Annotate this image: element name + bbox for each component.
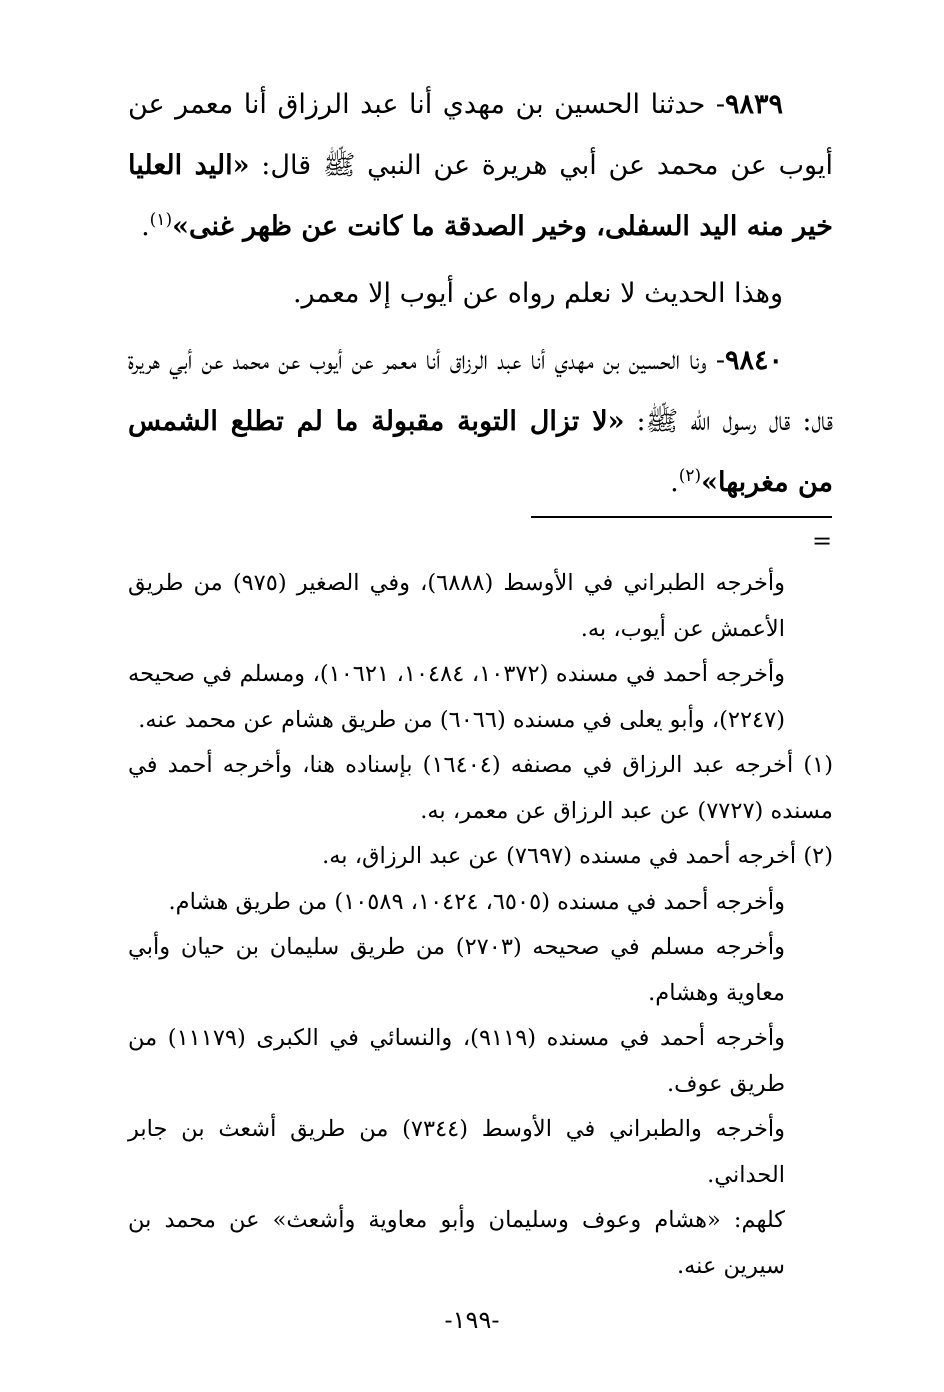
footnote-separator bbox=[531, 516, 832, 518]
footnote-ref-1[interactable]: (١) bbox=[149, 210, 173, 230]
footnote-2-line: وأخرجه مسلم في صحيحه (٢٧٠٣) من طريق سليمان بن حيان وأبي معاوية وهشام. bbox=[128, 934, 785, 1006]
footnotes bbox=[128, 561, 833, 1289]
hadith-end: . bbox=[141, 211, 150, 242]
main-text bbox=[128, 74, 833, 513]
hadith-9840 bbox=[128, 330, 833, 513]
footnote-2-line: وأخرجه أحمد في مسنده (٦٥٠٥، ١٠٤٢٤، ١٠٥٨٩) من طريق هشام. bbox=[168, 888, 785, 915]
hadith-isnad: - ونا الحسين بن مهدي أنا عبد الرزاق أنا معمر عن أيوب عن محمد عن أبي هريرة قال: قال رسول الله ﷺ: bbox=[128, 345, 833, 437]
page-number: -١٩٩- bbox=[444, 1306, 500, 1334]
hadith-end: . bbox=[670, 467, 679, 498]
footnote-2-line: وأخرجه أحمد في مسنده (٩١١٩)، والنسائي في الكبرى (١١١٧٩) من طريق عوف. bbox=[128, 1025, 785, 1097]
hadith-isnad: - حدثنا الحسين بن مهدي أنا عبد الرزاق أنا معمر عن أيوب عن محمد عن أبي هريرة عن النبي ﷺ قال: bbox=[128, 89, 833, 181]
footnote-continuation-line: وأخرجه أحمد في مسنده (١٠٣٧٢، ١٠٤٨٤، ١٠٦٢١)، ومسلم في صحيحه (٢٢٤٧)، وأبو يعلى في مسنده (٦٠٦٦) من طريق هشام عن محمد عنه. bbox=[128, 661, 785, 733]
footnote-2: (٢) أخرجه أحمد في مسنده (٧٦٩٧) عن عبد الرزاق، به. bbox=[322, 843, 833, 869]
footnote-continuation-mark: = bbox=[812, 527, 833, 555]
footnote-ref-2[interactable]: (٢) bbox=[678, 466, 702, 486]
hadith-matn: «اليد العليا خير منه اليد السفلى، وخير الصدقة ما كانت عن ظهر غنى» bbox=[128, 150, 833, 242]
hadith-matn: «لا تزال التوبة مقبولة ما لم تطلع الشمس من مغربها» bbox=[128, 406, 833, 498]
hadith-number: ٩٨٤٠ bbox=[724, 345, 783, 376]
footnote-2-line: وأخرجه والطبراني في الأوسط (٧٣٤٤) من طريق أشعث بن جابر الحداني. bbox=[128, 1116, 786, 1188]
footnote-1: (١) أخرجه عبد الرزاق في مصنفه (١٦٤٠٤) بإسناده هنا، وأخرجه أحمد في مسنده (٧٧٢٧) عن عبد الرزاق عن معمر، به. bbox=[128, 752, 833, 824]
footnote-2-line: كلهم: «هشام وعوف وسليمان وأبو معاوية وأشعث» عن محمد بن سيرين عنه. bbox=[128, 1207, 785, 1279]
hadith-remark: وهذا الحديث لا نعلم رواه عن أيوب إلا معمر. bbox=[292, 278, 783, 309]
footnote-continuation-line: وأخرجه الطبراني في الأوسط (٦٨٨٨)، وفي الصغير (٩٧٥) من طريق الأعمش عن أيوب، به. bbox=[128, 570, 785, 642]
hadith-9839 bbox=[128, 74, 833, 257]
hadith-number: ٩٨٣٩ bbox=[724, 89, 783, 120]
